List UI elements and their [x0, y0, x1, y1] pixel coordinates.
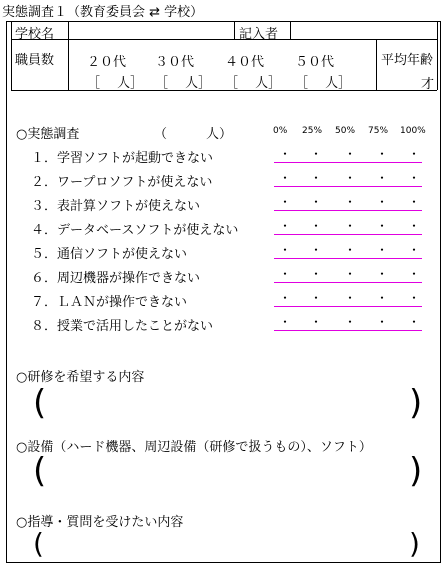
- right-bracket: ): [409, 527, 420, 560]
- scale-tick-dot: ・: [310, 171, 323, 185]
- scale-tick-dot: ・: [344, 291, 357, 305]
- scale-tick-dot: ・: [408, 267, 421, 281]
- survey-item-label: ５．通信ソフトが使えない: [31, 247, 188, 262]
- count-field-50s[interactable]: ［ 人］: [295, 76, 352, 91]
- age-group-50s: ５０代: [295, 55, 335, 70]
- response-line[interactable]: [274, 186, 422, 187]
- scale-tick-dot: ・: [376, 243, 389, 257]
- guidance-heading: ○指導・質問を受けたい内容: [16, 515, 184, 530]
- scale-tick-dot: ・: [376, 219, 389, 233]
- scale-tick-dot: ・: [376, 315, 389, 329]
- school-name-field[interactable]: [71, 23, 231, 38]
- scale-tick-dot: ・: [310, 195, 323, 209]
- respondent-count[interactable]: （ 人）: [154, 127, 233, 142]
- divider: [234, 22, 235, 39]
- guidance-field[interactable]: [47, 532, 407, 558]
- divider: [290, 22, 291, 39]
- survey-item-label: １．学習ソフトが起動できない: [31, 151, 214, 166]
- scale-tick-dot: ・: [310, 147, 323, 161]
- survey-item-label: ７．ＬＡＮが操作できない: [31, 295, 188, 310]
- scale-tick-dot: ・: [344, 315, 357, 329]
- left-bracket: (: [33, 527, 44, 560]
- survey-item-label: ６．周辺機器が操作できない: [31, 271, 201, 286]
- survey-item-label: ２．ワープロソフトが使えない: [31, 175, 213, 190]
- scale-tick-dot: ・: [310, 243, 323, 257]
- scale-tick-dot: ・: [408, 219, 421, 233]
- scale-tick-dot: ・: [408, 171, 421, 185]
- scale-tick-dot: ・: [408, 195, 421, 209]
- survey-form: [6, 21, 441, 563]
- scale-tick-dot: ・: [279, 315, 292, 329]
- scale-50: 50%: [335, 126, 356, 136]
- response-line[interactable]: [274, 306, 422, 307]
- divider: [376, 39, 377, 90]
- training-wish-field[interactable]: [47, 390, 407, 424]
- scale-tick-dot: ・: [279, 147, 292, 161]
- survey-heading: ○実態調査: [16, 127, 80, 142]
- age-group-20s: ２０代: [87, 55, 127, 70]
- response-line[interactable]: [274, 282, 422, 283]
- scale-tick-dot: ・: [408, 291, 421, 305]
- scale-0: 0%: [273, 126, 288, 136]
- response-line[interactable]: [274, 234, 422, 235]
- scale-25: 25%: [302, 126, 323, 136]
- scale-tick-dot: ・: [344, 171, 357, 185]
- count-field-30s[interactable]: ［ 人］: [155, 76, 212, 91]
- survey-item-label: ８．授業で活用したことがない: [31, 319, 214, 334]
- scale-tick-dot: ・: [279, 171, 292, 185]
- divider: [68, 22, 69, 90]
- scale-tick-dot: ・: [344, 147, 357, 161]
- scale-tick-dot: ・: [408, 147, 421, 161]
- survey-item-label: ４．データベースソフトが使えない: [31, 223, 239, 238]
- scale-tick-dot: ・: [376, 147, 389, 161]
- count-field-40s[interactable]: ［ 人］: [225, 76, 282, 91]
- scale-tick-dot: ・: [376, 291, 389, 305]
- scale-tick-dot: ・: [376, 171, 389, 185]
- scale-100: 100%: [400, 126, 426, 136]
- scale-tick-dot: ・: [344, 267, 357, 281]
- equipment-field[interactable]: [47, 458, 407, 492]
- left-bracket: (: [33, 451, 47, 491]
- scale-tick-dot: ・: [408, 315, 421, 329]
- scale-tick-dot: ・: [344, 195, 357, 209]
- divider: [437, 22, 438, 90]
- scale-tick-dot: ・: [310, 219, 323, 233]
- equipment-heading: ○設備（ハード機器、周辺設備（研修で扱うもの）、ソフト）: [16, 440, 372, 455]
- scale-tick-dot: ・: [279, 291, 292, 305]
- age-group-30s: ３０代: [155, 55, 195, 70]
- response-line[interactable]: [274, 210, 422, 211]
- average-age-label: 平均年齢: [381, 53, 434, 68]
- training-wish-heading: ○研修を希望する内容: [16, 370, 145, 385]
- scale-tick-dot: ・: [376, 267, 389, 281]
- page-title: 実態調査１（教育委員会 ⇄ 学校）: [2, 5, 204, 20]
- scale-tick-dot: ・: [310, 291, 323, 305]
- school-name-label: 学校名: [15, 27, 55, 42]
- scale-tick-dot: ・: [310, 315, 323, 329]
- average-age-unit: 才: [421, 77, 435, 92]
- response-line[interactable]: [274, 258, 422, 259]
- scale-tick-dot: ・: [310, 267, 323, 281]
- scale-tick-dot: ・: [344, 243, 357, 257]
- scale-tick-dot: ・: [279, 243, 292, 257]
- divider: [11, 90, 437, 91]
- scale-tick-dot: ・: [344, 219, 357, 233]
- divider: [11, 39, 437, 40]
- scale-tick-dot: ・: [279, 219, 292, 233]
- count-field-20s[interactable]: ［ 人］: [87, 76, 144, 91]
- divider: [11, 22, 12, 90]
- scale-75: 75%: [368, 126, 389, 136]
- right-bracket: ): [409, 383, 423, 423]
- age-group-40s: ４０代: [225, 55, 265, 70]
- staff-count-label: 職員数: [15, 53, 55, 68]
- survey-item-label: ３．表計算ソフトが使えない: [31, 199, 201, 214]
- left-bracket: (: [33, 383, 47, 423]
- scale-tick-dot: ・: [376, 195, 389, 209]
- response-line[interactable]: [274, 162, 422, 163]
- scale-tick-dot: ・: [279, 195, 292, 209]
- response-line[interactable]: [274, 330, 422, 331]
- scale-tick-dot: ・: [408, 243, 421, 257]
- right-bracket: ): [409, 451, 423, 491]
- scale-tick-dot: ・: [279, 267, 292, 281]
- writer-label: 記入者: [239, 27, 279, 42]
- writer-field[interactable]: [293, 23, 433, 38]
